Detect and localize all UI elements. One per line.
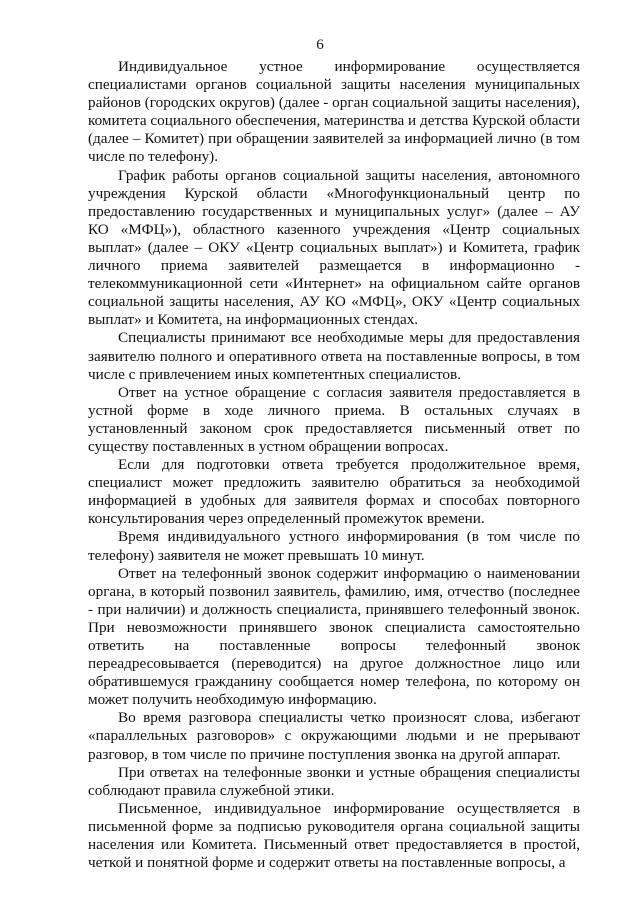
paragraph-long-preparation: Если для подготовки ответа требуется продолжительное время, специалист может предложить заявителю обратиться за необходимой информацией в удобных для заявителя формах и способах повторного консультирования через определенный промежуток времени. [88, 456, 580, 528]
paragraph-specialists-measures: Специалисты принимают все необходимые меры для предоставления заявителю полного и оперативного ответа на поставленные вопросы, в том числе с привлечением иных компетентных специалистов. [88, 329, 580, 383]
paragraph-service-ethics: При ответах на телефонные звонки и устные обращения специалисты соблюдают правила служебной этики. [88, 763, 580, 799]
paragraph-oral-answer: Ответ на устное обращение с согласия заявителя предоставляется в устной форме в ходе личного приема. В остальных случаях в установленный законом срок предоставляется письменный ответ по существу поставленных в устном обращении вопросах. [88, 383, 580, 455]
paragraph-oral-informing: Индивидуальное устное информирование осуществляется специалистами органов социальной защиты населения муниципальных районов (городских округов) (далее - орган социальной защиты населения), комитета социального обеспечения, материнства и детства Курской области (далее – Комитет) при обращении заявителей за информацией лично (в том числе по телефону). [88, 58, 581, 166]
paragraph-time-limit: Время индивидуального устного информирования (в том числе по телефону) заявителя не может превышать 10 минут. [88, 528, 580, 564]
page-number: 6 [316, 37, 324, 53]
document-body [88, 58, 580, 872]
paragraph-phone-answer: Ответ на телефонный звонок содержит информацию о наименовании органа, в который позвонил заявитель, фамилию, имя, отчество (последнее - при наличии) и должность специалиста, принявшего телефонный звонок. При невозможности принявшего звонок специалиста самостоятельно ответить на поставленные вопросы телефонный звонок переадресовывается (переводится) на другое должностное лицо или обратившемуся гражданину сообщается номер телефона, по которому он может получить необходимую информацию. [88, 564, 580, 709]
paragraph-work-schedule: График работы органов социальной защиты населения, автономного учреждения Курской области «Многофункциональный центр по предоставлению государственных и муниципальных услуг» (далее – АУ КО «МФЦ»), областного казенного учреждения «Центр социальных выплат» (далее – ОКУ «Центр социальных выплат») и Комитета, график личного приема заявителей размещается в информационно - телекоммуникационной сети «Интернет» на официальном сайте органов социальной защиты населения, АУ КО «МФЦ», ОКУ «Центр социальных выплат» и Комитета, на информационных стендах. [88, 166, 580, 329]
paragraph-written-informing: Письменное, индивидуальное информирование осуществляется в письменной форме за подписью руководителя органа социальной защиты населения или Комитета. Письменный ответ предоставляется в простой, четкой и понятной форме и содержит ответы на поставленные вопросы, а [88, 799, 580, 872]
paragraph-conversation-rules: Во время разговора специалисты четко произносят слова, избегают «параллельных разговоров» с окружающими людьми и не прерывают разговор, в том числе по причине поступления звонка на другой аппарат. [88, 709, 580, 763]
